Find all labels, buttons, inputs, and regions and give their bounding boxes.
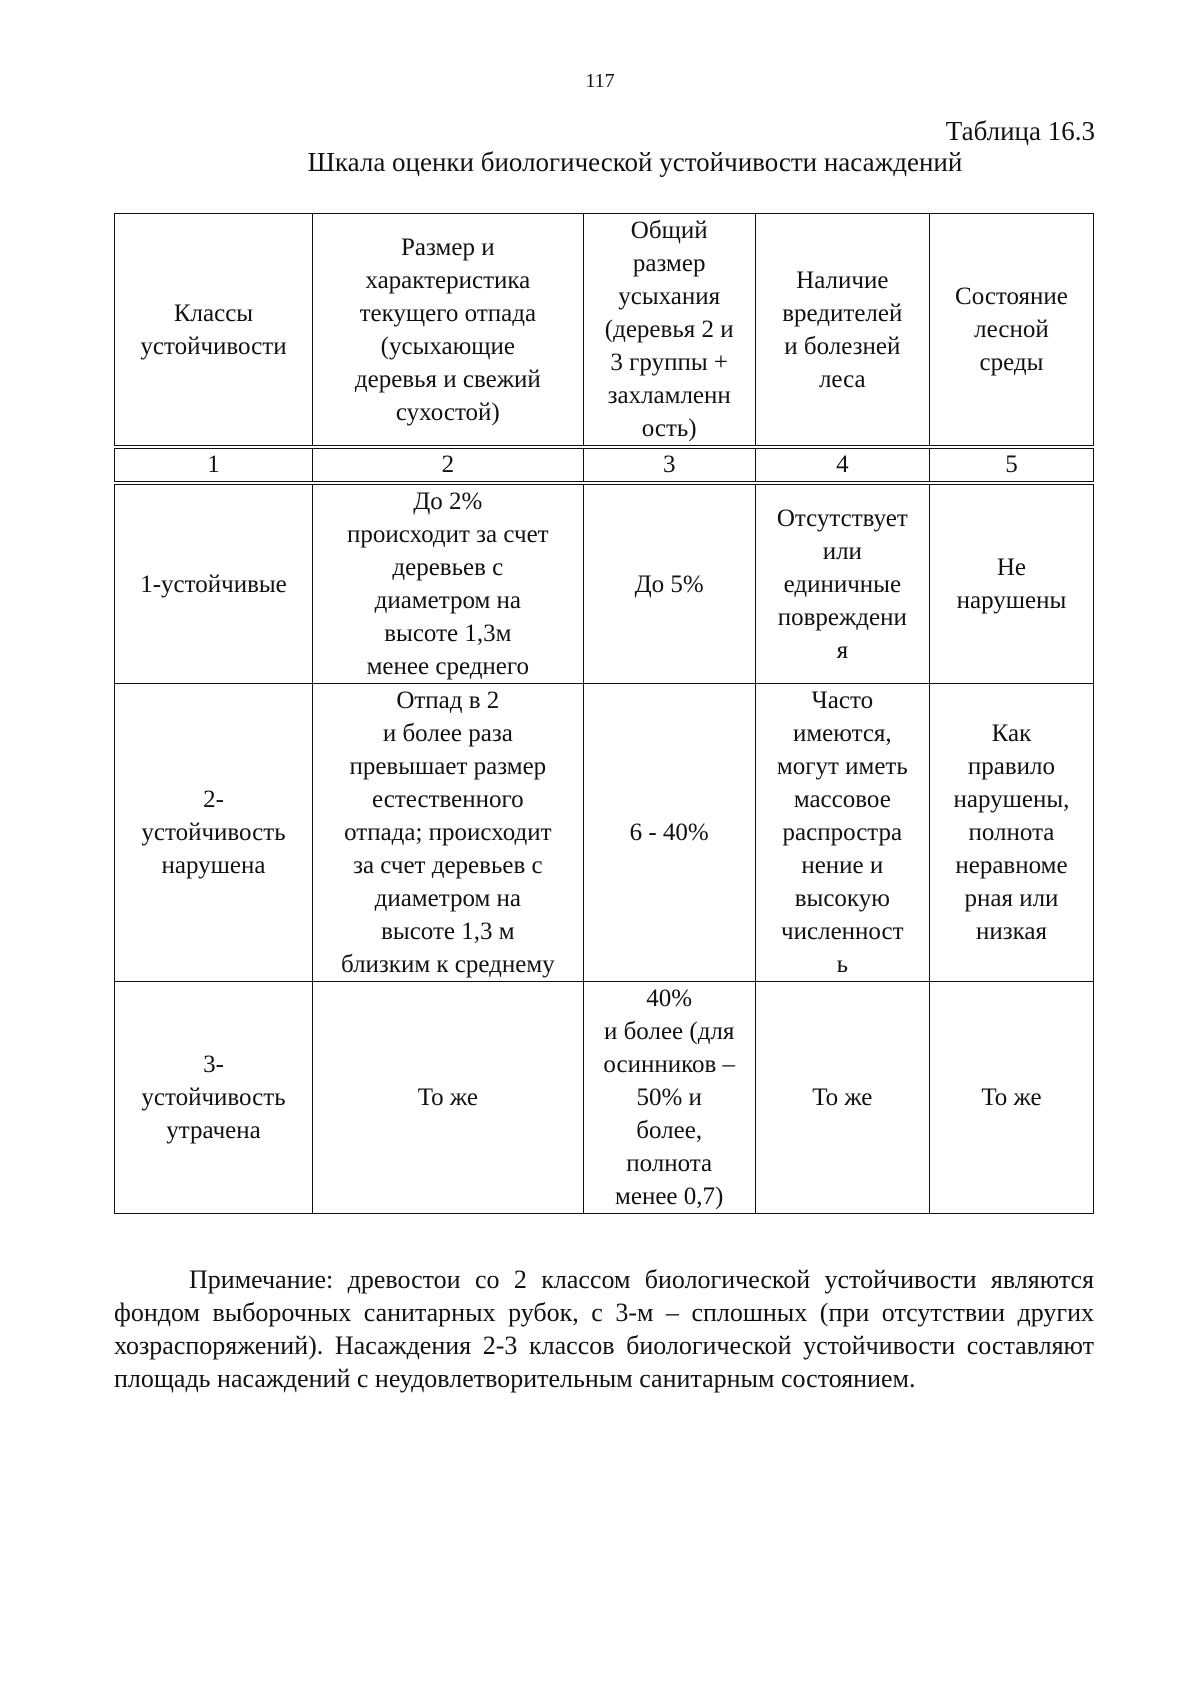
table-cell: 2- устойчивость нарушена: [115, 684, 313, 982]
column-number: 1: [115, 447, 313, 483]
table-cell: Отсутствует или единичные повреждени я: [755, 483, 929, 684]
header-cell: Состояние лесной среды: [929, 214, 1093, 448]
header-cell: Классы устойчивости: [115, 214, 313, 448]
column-number: 2: [312, 447, 583, 483]
table-header-row: [115, 214, 1094, 448]
table-row: [115, 483, 1094, 684]
table-title: Шкала оценки биологической устойчивости насаждений: [307, 147, 963, 177]
table-cell: Как правило нарушены, полнота неравноме рная или низкая: [929, 684, 1093, 982]
table-cell: 3- устойчивость утрачена: [115, 982, 313, 1214]
table-cell: То же: [312, 982, 583, 1214]
table-cell: То же: [755, 982, 929, 1214]
table-cell: Не нарушены: [929, 483, 1093, 684]
table-row: [115, 982, 1094, 1214]
table-cell: То же: [929, 982, 1093, 1214]
column-number-row: [115, 447, 1094, 483]
table-row: [115, 684, 1094, 982]
header-cell: Общий размер усыхания (деревья 2 и 3 группы + захламленн ость): [583, 214, 755, 448]
header-cell: Наличие вредителей и болезней леса: [755, 214, 929, 448]
header-cell: Размер и характеристика текущего отпада (усыхающие деревья и свежий сухостой): [312, 214, 583, 448]
table-cell: До 2% происходит за счет деревьев с диаметром на высоте 1,3м менее среднего: [312, 483, 583, 684]
table-note: Примечание: древостои со 2 классом биологической устойчивости являются фондом выборочных санитарных рубок, с 3-м – сплошных (при отсутствии других хозраспоряжений). Насаждения 2-3 классов биологической устойчивости составляют площадь насаждений с неудовлетворительным санитарным состоянием.: [114, 1265, 1094, 1393]
table-label: Таблица 16.3: [945, 116, 1095, 146]
table-cell: Часто имеются, могут иметь массовое распростра нение и высокую численност ь: [755, 684, 929, 982]
page-number: 117: [585, 70, 615, 92]
table-cell: 6 - 40%: [583, 684, 755, 982]
table-cell: До 5%: [583, 483, 755, 684]
column-number: 3: [583, 447, 755, 483]
column-number: 5: [929, 447, 1093, 483]
table-cell: Отпад в 2 и более раза превышает размер естественного отпада; происходит за счет деревьев с диаметром на высоте 1,3 м близким к среднему: [312, 684, 583, 982]
stability-scale-table: [114, 213, 1094, 1214]
table-cell: 40% и более (для осинников – 50% и более, полнота менее 0,7): [583, 982, 755, 1214]
column-number: 4: [755, 447, 929, 483]
table-cell: 1-устойчивые: [115, 483, 313, 684]
